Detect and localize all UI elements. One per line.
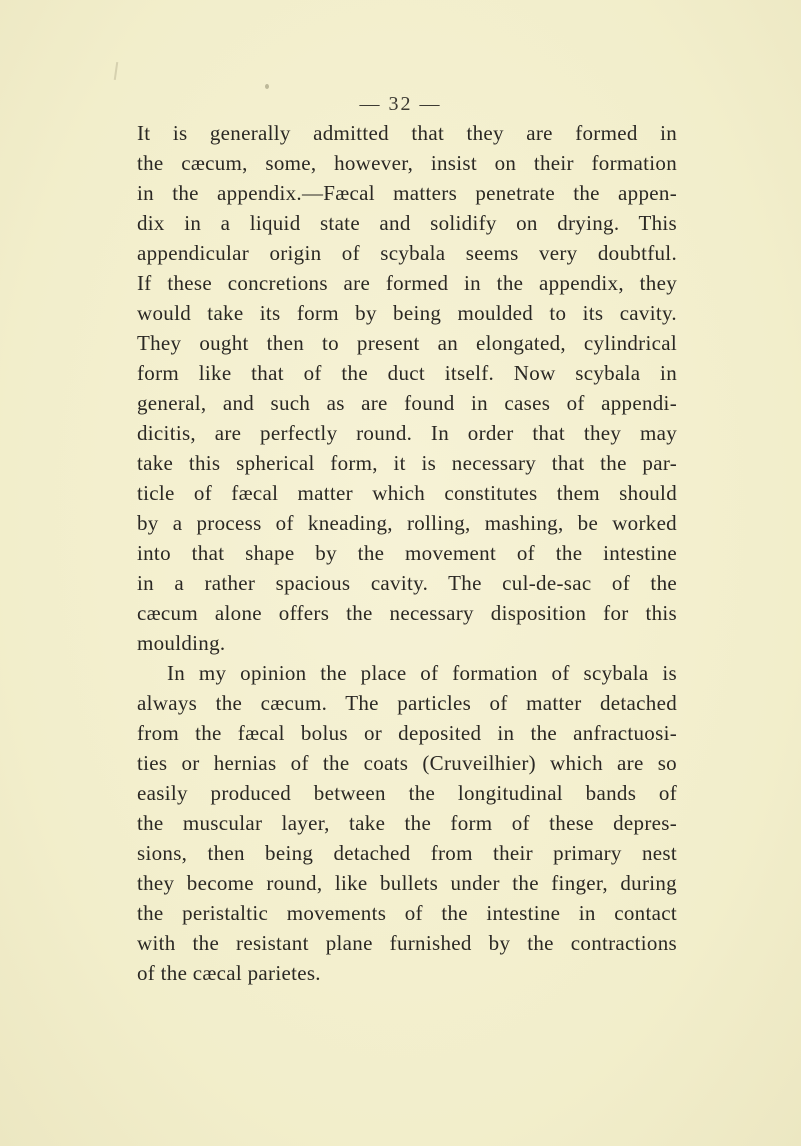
page-blemish xyxy=(114,62,118,80)
text-line: the cæcum, some, however, insist on their formation xyxy=(137,151,677,175)
text-line-paragraph-start: In my opinion the place of formation of scybala is xyxy=(167,661,677,685)
text-line: in the appendix.—Fæcal matters penetrate the appen- xyxy=(137,181,677,205)
text-line: ties or hernias of the coats (Cruveilhier) which are so xyxy=(137,751,677,775)
text-line: general, and such as are found in cases of appendi- xyxy=(137,391,677,415)
text-line: easily produced between the longitudinal bands of xyxy=(137,781,677,805)
text-line: appendicular origin of scybala seems very doubtful. xyxy=(137,241,677,265)
text-line-paragraph-end: moulding. xyxy=(137,631,226,655)
text-line: form like that of the duct itself. Now scybala in xyxy=(137,361,677,385)
page-spot xyxy=(265,84,269,89)
body-text xyxy=(137,118,677,988)
text-line: they become round, like bullets under the finger, during xyxy=(137,871,677,895)
text-line: always the cæcum. The particles of matter detached xyxy=(137,691,677,715)
text-line: with the resistant plane furnished by the contractions xyxy=(137,931,677,955)
text-line: ticle of fæcal matter which constitutes them should xyxy=(137,481,677,505)
page-number: — 32 — xyxy=(359,93,442,115)
text-line: would take its form by being moulded to its cavity. xyxy=(137,301,677,325)
text-line: the muscular layer, take the form of these depres- xyxy=(137,811,677,835)
text-line: cæcum alone offers the necessary disposition for this xyxy=(137,601,677,625)
text-line: by a process of kneading, rolling, mashing, be worked xyxy=(137,511,677,535)
text-line: from the fæcal bolus or deposited in the anfractuosi- xyxy=(137,721,677,745)
text-line: the peristaltic movements of the intestine in contact xyxy=(137,901,677,925)
text-line: dix in a liquid state and solidify on drying. This xyxy=(137,211,677,235)
text-line: take this spherical form, it is necessary that the par- xyxy=(137,451,677,475)
text-line: in a rather spacious cavity. The cul-de-sac of the xyxy=(137,571,677,595)
text-line-paragraph-end: of the cæcal parietes. xyxy=(137,961,321,985)
text-line: into that shape by the movement of the intestine xyxy=(137,541,677,565)
text-line: They ought then to present an elongated, cylindrical xyxy=(137,331,677,355)
text-line: If these concretions are formed in the appendix, they xyxy=(137,271,677,295)
text-line: It is generally admitted that they are formed in xyxy=(137,121,677,145)
text-line: sions, then being detached from their primary nest xyxy=(137,841,677,865)
text-line: dicitis, are perfectly round. In order that they may xyxy=(137,421,677,445)
